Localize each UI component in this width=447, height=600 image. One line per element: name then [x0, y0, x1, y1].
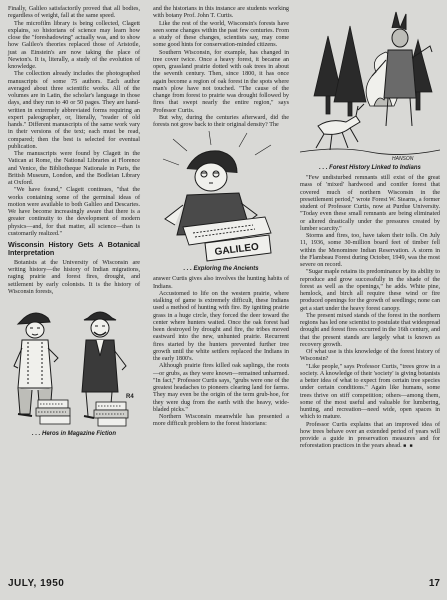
column-2: [153, 6, 289, 429]
paragraph: Northern Wisconsin meanwhile has presented a more difficult problem to the forest historians:: [153, 414, 289, 428]
paragraph: The manuscripts were found by Clagett in the Vatican at Rome, the National Libraries at Florence and Venice, the Bibliotheque Nationale in Paris, the British Museum, London, and the Bodleian Library at Oxford.: [8, 151, 140, 186]
illustration-caption: . . . Heros in Magazine Fiction: [31, 431, 116, 438]
illustration-caption: . . . Exploring the Ancients: [183, 266, 259, 273]
issue-date: JULY, 1950: [8, 578, 65, 589]
paragraph: The collection already includes the photographed manuscripts of some 75 authors. Each author averaged about three scientific works. All of the volumes are in Latin, the scholar's language in those days, and they run to 40 or 50 pages. They are hand-written in extremely abbreviated forms requiring an expert paleographer, or, literally, "reader of old hands." Different manuscripts of the same work vary in their versions of the text; each must be read, compared; then the best is selected for eventual publication.: [8, 71, 140, 150]
paragraph-text: Professor Curtis explains that an improved idea of how trees behave over an extended period of years will provide a guide in preservation measures and for reforestation practices in the years ahead.: [300, 421, 440, 450]
illustration-caption: . . . Forest History Linked to Indians: [319, 165, 421, 171]
paragraph: Like the rest of the world, Wisconsin's forests have seen some changes within the past few centuries. From a study of these changes, scientists say, may come some good hints for conservation-minded citizens.: [153, 20, 289, 49]
galileo-sign-label: GALILEO: [214, 241, 260, 259]
paragraph: Storms and fires, too, have taken their tolls. On July 11, 1936, some 30-million board feet of timber fell within the Menominee Indian Reservation. A storm in the Flambeau Forest during October, 1949, was the most severe on record.: [300, 233, 440, 268]
heros-cartoon-illustration: [8, 296, 140, 430]
paragraph: "Sugar maple retains its predominance by its ability to reproduce and grow successfully in the shade of the forest as well as the openings," he adds. White pine, hemlock, and birch all require these wind or fire produced openings for the growth of seedlings; none can get a start under the heavy forest canopy.: [300, 269, 440, 312]
artist-signature: HANSON: [392, 156, 414, 162]
paragraph: Finally, Galileo satisfactorily proved that all bodies, regardless of weight, fall at the same speed.: [8, 6, 140, 20]
section-heading: Wisconsin History Gets A Botanical Interpretation: [8, 240, 140, 258]
page-number: 17: [428, 578, 440, 589]
column-1: [8, 6, 140, 441]
paragraph: Southern Wisconsin, for example, has changed in tree cover twice. Once a heavy forest, it became an open, grassland prairie dotted with oak trees in about the seventh century. Then, since 1800, it has once again become a region of oak forest in the spots where man's plow have not touched. "The cause of the change from forest to prairie was drought followed by fires that swept nearly the entire region," says Professor Curtis.: [153, 49, 289, 114]
paragraph: Botanists at the University of Wisconsin are writing history—the history of Indian migrations, raging prairie and forest fires, drought, and settlement by early colonists. It is the history of Wisconsin forests,: [8, 259, 140, 295]
paragraph: [300, 422, 440, 451]
column-3: [300, 6, 440, 451]
paragraph: and the historians in this instance are students working with botany Prof. John T. Curtis.: [153, 6, 289, 20]
paragraph: The microfilm library is being collected, Clagett explains, so historians of science may learn how close the "foreshadowing" actually was, and to show how Galileo's theories replaced those of Aristotle, just as Einstein's are now taking the place of Newton's. It is, literally, a study of the evolution of knowledge.: [8, 20, 140, 70]
paragraph: "Like people," says Professor Curtis, "trees grow in a society. A knowledge of their 'society' is giving botanists a better idea of what to expect from certain tree species under certain conditions." Again like humans, some trees thrive on stiff competition; others—among them, some of the most useful and valuable for lumbering, hunting, and recreation—need wide, open spaces in which to mature.: [300, 363, 440, 421]
paragraph: The present mixed stands of the forest in the northern regions has led one scientist to postulate that widespread drought and forest fires occurred in the 16th century, and that the present stands are largely what is known as recovery growth.: [300, 312, 440, 348]
paragraph: "We have found," Clagett continues, "that the works containing some of the germinal ideas of motion were available to both Galileo and Descartes. We have become increasingly aware that there is a greater continuity to the development of modern physics—and, for that matter, all science—than is customarily realized.": [8, 187, 140, 237]
galileo-cartoon-illustration: [153, 129, 289, 265]
paragraph: Of what use is this knowledge of the forest history of Wisconsin?: [300, 349, 440, 363]
page-footer: [8, 578, 440, 592]
paragraph: answer Curtis gives also involves the hunting habits of Indians.: [153, 276, 289, 290]
end-mark: ■ ■: [403, 444, 414, 450]
paragraph: Accustomed to life on the western prairie, where stalking of game is extremely difficult, these Indians used a method of hunting with fire. By igniting prairie grass in a huge circle, they forced the deer toward the center where hunters waited. Once the oak forest had been destroyed by drought and fire, the tribes moved eastward into the new, unhunted prairie. Recurrent fires started by the hunters prevented further tree growth until the white settlers replaced the Indians in the early 1800's.: [153, 290, 289, 362]
paragraph: Although prairie fires killed oak saplings, the roots—or grubs, as they were known—remained unharmed. "In fact," Professor Curtis says, "grubs were one of the greatest headaches to pioneers clearing land for farms. They may even be the origin of the term grub-hoe, for they were dug from the earth with the heavy, wide-bladed picks.": [153, 363, 289, 413]
paragraph: "Few undisturbed remnants still exist of the great mass of 'mixed' hardwood and conifer forest that covered much of northern Wisconsin in the presettlement period," wrote Forest W. Stearns, a former student of Professor Curtis, now at Purdue University. "Today even these small remnants are being eliminated or altered drastically under the pressures created by lumber scarcity.": [300, 175, 440, 232]
svg-text:R4: R4: [126, 394, 134, 401]
forest-indians-cartoon-illustration: [300, 6, 440, 164]
paragraph: But why, during the centuries afterward, did the forests not grow back to their original density? The: [153, 114, 289, 128]
